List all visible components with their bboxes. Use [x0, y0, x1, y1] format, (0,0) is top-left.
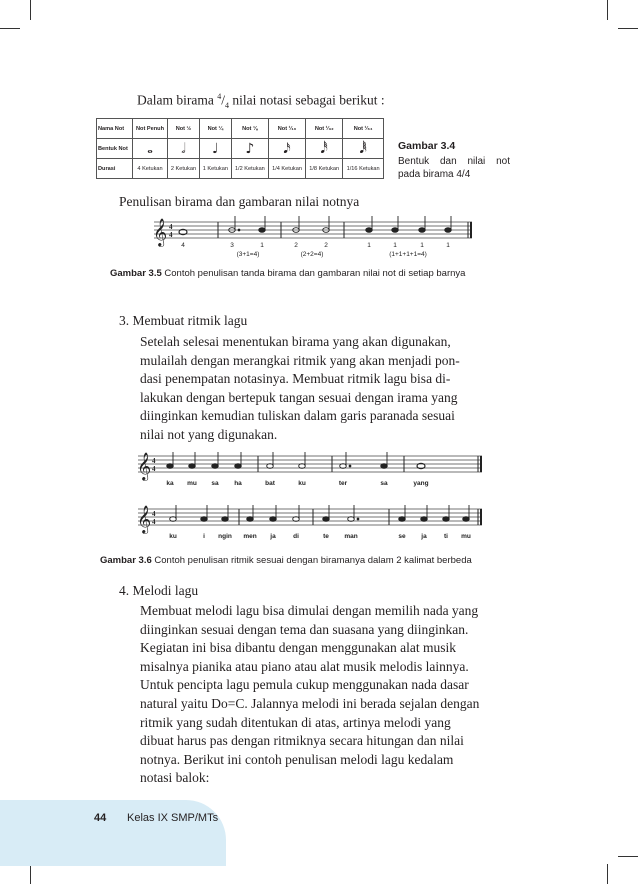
beat-count: 4 [181, 242, 185, 249]
quarter-note-icon [421, 517, 428, 522]
beat-count: 1 [420, 242, 424, 249]
lyric-syllable: man [344, 533, 358, 540]
eighth-note-icon: ♪ [245, 140, 255, 157]
figure-caption-3-6 [100, 555, 472, 566]
rhythm-staff-1-svg [136, 447, 486, 493]
section-3-paragraph [140, 333, 530, 445]
sixteenth-note-icon: 𝅘𝅥𝅯 [283, 140, 291, 157]
rhythm-staff-2 [136, 500, 486, 546]
row-label: Durasi [97, 159, 133, 179]
whole-note-icon: 𝅝 [147, 140, 153, 157]
treble-clef-icon: 𝄞 [137, 452, 152, 480]
lyric-syllable: mu [187, 480, 197, 487]
crop-mark [618, 856, 638, 857]
lyric-syllable: ku [169, 533, 177, 540]
lyric-syllable: ku [298, 480, 306, 487]
beat-sum: (3+1=4) [236, 251, 260, 258]
beat-count: 1 [367, 242, 371, 249]
table-cell: 1 Ketukan [199, 159, 231, 179]
crop-mark [30, 0, 31, 20]
footer-text: Kelas IX SMP/MTs [127, 812, 219, 824]
lyric-syllable: ter [338, 480, 348, 487]
lyric-syllable: ti [444, 533, 448, 540]
caption-label: Gambar 3.5 [110, 268, 162, 279]
figure-caption-3-5 [110, 268, 465, 279]
quarter-note-icon [259, 228, 266, 233]
quarter-note-icon [323, 517, 330, 522]
staff-3-5-svg [150, 214, 476, 260]
para-line: diinginkan kemudian tuliskan dalam garis paranada sesuai [140, 408, 455, 424]
beat-count: 2 [294, 242, 298, 249]
quarter-note-icon [399, 517, 406, 522]
quarter-note-icon [235, 464, 242, 469]
rhythm-staff-2-svg [136, 500, 486, 546]
para-line: notnya. Berikut ini contoh penulisan melodi lagu kedalam [140, 751, 454, 767]
para-line: ritmik yang sudah ditentukan di atas, artinya melodi yang [140, 714, 451, 730]
table-row [97, 119, 384, 139]
quarter-note-icon [463, 517, 470, 522]
beat-count: 1 [393, 242, 397, 249]
figure-caption-3-4 [398, 140, 510, 181]
quarter-note-icon: ♩ [212, 140, 219, 157]
table-cell: 1/16 Ketukan [343, 159, 384, 179]
caption-text: Contoh penulisan tanda birama dan gambaran nilai not di setiap barnya [161, 268, 466, 279]
crop-mark [618, 28, 638, 29]
lyric-syllable: ja [270, 533, 276, 540]
intro-line [137, 92, 385, 110]
birama-heading: Penulisan birama dan gambaran nilai notnya [119, 194, 360, 209]
para-line: notasi balok: [140, 770, 210, 786]
quarter-note-icon [419, 228, 426, 233]
table-cell: 1/4 Ketukan [268, 159, 305, 179]
para-line: Untuk pencipta lagu pemula cukup menggunakan nada dasar [140, 677, 469, 693]
para-line: dibuat harus pas dengan ritmiknya secara hitungan dan nilai [140, 733, 464, 749]
quarter-note-icon [212, 464, 219, 469]
para-line: misalnya pianika atau piano atau alat musik melodis lainnya. [140, 658, 469, 674]
lyric-syllable: bat [265, 480, 275, 487]
time-sig-denominator: 4 [224, 101, 229, 111]
footer-band [0, 800, 226, 866]
quarter-note-icon [201, 517, 208, 522]
quarter-note-icon [366, 228, 373, 233]
para-line: dasi penempatan notasinya. Membuat ritmik lagu bisa di- [140, 371, 451, 387]
table-row [97, 159, 384, 179]
lyric-syllable: te [323, 533, 329, 540]
quarter-note-icon [445, 228, 452, 233]
page-number: 44 [94, 812, 107, 824]
half-note-icon: 𝅗𝅥 [181, 140, 186, 157]
caption-text: Bentuk dan nilai not pada birama 4/4 [398, 156, 510, 180]
staff-figure-3-5 [150, 214, 476, 260]
lyric-syllable: i [203, 533, 205, 540]
note-value-table [96, 118, 384, 179]
table-cell [306, 139, 343, 159]
crop-mark [30, 864, 31, 884]
sixty-fourth-note-icon: 𝅘𝅥𝅱 [359, 140, 367, 157]
beat-count: 1 [446, 242, 450, 249]
table-cell [343, 139, 384, 159]
table-cell: Not ¹⁄₆₄ [343, 119, 384, 139]
beat-sum: (2+2=4) [300, 251, 324, 258]
quarter-note-icon [222, 517, 229, 522]
section-4-title: 4. Melodi lagu [119, 583, 199, 598]
lyric-syllable: mu [461, 533, 471, 540]
lyric-syllable: ha [234, 480, 242, 487]
lyric-syllable: sa [211, 480, 219, 487]
beat-count: 2 [324, 242, 328, 249]
quarter-note-icon [270, 517, 277, 522]
time-signature: 4 [152, 457, 156, 465]
beat-count: 1 [260, 242, 264, 249]
quarter-note-icon [392, 228, 399, 233]
para-line: Kegiatan ini bisa dibantu dengan menggunakan alat musik [140, 640, 457, 656]
section-3-title: 3. Membuat ritmik lagu [119, 313, 248, 328]
lyric-syllable: ka [166, 480, 174, 487]
time-sig-numerator: 4 [217, 92, 222, 101]
caption-label: Gambar 3.6 [100, 555, 152, 566]
table-cell: 4 Ketukan [133, 159, 168, 179]
para-line: Setelah selesai menentukan birama yang akan digunakan, [140, 334, 451, 349]
table-cell: Not ½ [168, 119, 200, 139]
table-cell [133, 139, 168, 159]
lyric-syllable: ngin [218, 533, 232, 540]
table-cell: 2 Ketukan [168, 159, 200, 179]
crop-mark [607, 0, 608, 20]
table-cell: 1/8 Ketukan [306, 159, 343, 179]
beat-count: 3 [230, 242, 234, 249]
row-label: Nama Not [97, 119, 133, 139]
table-cell: Not ¹⁄₃₂ [306, 119, 343, 139]
intro-before: Dalam birama [137, 92, 218, 108]
lyric-syllable: sa [380, 480, 388, 487]
rhythm-staff-1 [136, 447, 486, 493]
table-cell: 1/2 Ketukan [231, 159, 268, 179]
intro-after: nilai notasi sebagai berikut : [228, 92, 385, 108]
row-label: Bentuk Not [97, 139, 133, 159]
para-line: Membuat melodi lagu bisa dimulai dengan memilih nada yang [140, 603, 479, 618]
time-signature: 4 [152, 518, 156, 526]
lyric-syllable: yang [413, 480, 429, 487]
crop-mark [0, 28, 20, 29]
table-cell: Not Penuh [133, 119, 168, 139]
treble-clef-icon: 𝄞 [137, 505, 152, 533]
para-line: lakukan dengan bertepuk tangan sesuai dengan irama yang [140, 389, 458, 405]
treble-clef-icon: 𝄞 [153, 218, 168, 246]
lyric-syllable: di [293, 533, 299, 540]
time-signature: 4 [169, 223, 173, 231]
quarter-note-icon [247, 517, 254, 522]
lyric-syllable: se [398, 533, 406, 540]
time-sig-slash: / [221, 92, 225, 108]
para-line: mulailah dengan merangkai ritmik yang akan menjadi pon- [140, 352, 460, 368]
time-signature: 4 [152, 465, 156, 473]
caption-label: Gambar 3.4 [398, 140, 456, 152]
quarter-note-icon [443, 517, 450, 522]
table-cell [268, 139, 305, 159]
table-row [97, 139, 384, 159]
crop-mark [607, 864, 608, 884]
time-signature: 4 [152, 510, 156, 518]
section-4-paragraph [140, 602, 530, 788]
quarter-note-icon [381, 464, 388, 469]
quarter-note-icon [189, 464, 196, 469]
table-cell [231, 139, 268, 159]
lyric-syllable: men [243, 533, 257, 540]
table-cell [199, 139, 231, 159]
thirty-second-note-icon: 𝅘𝅥𝅰 [320, 140, 328, 157]
para-line: diinginkan sesuai dengan tema dan suasana yang diinginkan. [140, 621, 469, 637]
table-cell: Not ¹⁄₁₆ [268, 119, 305, 139]
beat-sum: (1+1+1+1=4) [389, 251, 427, 258]
caption-text: Contoh penulisan ritmik sesuai dengan biramanya dalam 2 kalimat berbeda [151, 555, 472, 566]
table-cell [168, 139, 200, 159]
table-cell: Not ⅛ [231, 119, 268, 139]
time-signature: 4 [169, 231, 173, 239]
table-cell: Not ¼ [199, 119, 231, 139]
quarter-note-icon [167, 464, 174, 469]
para-line: nilai not yang digunakan. [140, 426, 278, 442]
lyric-syllable: ja [421, 533, 427, 540]
para-line: natural yaitu Do=C. Jalannya melodi ini berada sejalan dengan [140, 695, 480, 711]
